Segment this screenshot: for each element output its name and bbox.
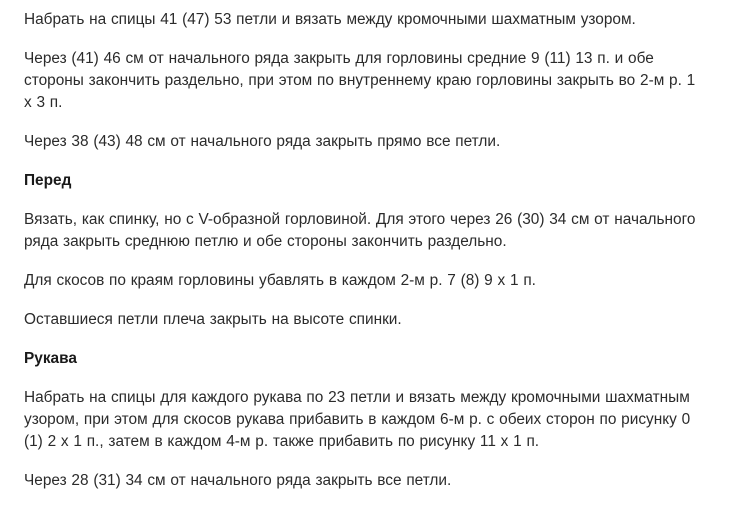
text-line: Для скосов по краям горловины убавлять в каждом 2-м р. 7 (8) 9 х 1 п. bbox=[24, 272, 536, 289]
heading-text: Рукава bbox=[24, 350, 77, 367]
section-heading-front bbox=[24, 170, 724, 192]
text-line: ряда закрыть среднюю петлю и обе стороны закончить раздельно. bbox=[24, 233, 507, 250]
paragraph-sleeve-bind-off bbox=[24, 470, 724, 492]
paragraph-shoulder bbox=[24, 309, 724, 331]
text-line: Вязать, как спинку, но с V-образной горловиной. Для этого через 26 (30) 34 см от начального bbox=[24, 211, 696, 228]
paragraph-neckline bbox=[24, 48, 724, 114]
text-line: х 3 п. bbox=[24, 94, 63, 111]
paragraph-v-neck bbox=[24, 209, 724, 253]
text-line: Оставшиеся петли плеча закрыть на высоте спинки. bbox=[24, 311, 402, 328]
paragraph-neck-decrease bbox=[24, 270, 724, 292]
text-line: (1) 2 х 1 п., затем в каждом 4-м р. также прибавить по рисунку 11 х 1 п. bbox=[24, 433, 540, 450]
heading-text: Перед bbox=[24, 172, 72, 189]
text-line: Набрать на спицы 41 (47) 53 петли и вязать между кромочными шахматным узором. bbox=[24, 11, 636, 28]
paragraph-sleeve-cast-on bbox=[24, 387, 724, 453]
text-line: Через 38 (43) 48 см от начального ряда закрыть прямо все петли. bbox=[24, 133, 501, 150]
text-line: Через (41) 46 см от начального ряда закрыть для горловины средние 9 (11) 13 п. и обе bbox=[24, 50, 654, 67]
paragraph-cast-on bbox=[24, 9, 724, 31]
text-line: Через 28 (31) 34 см от начального ряда закрыть все петли. bbox=[24, 472, 452, 489]
text-line: узором, при этом для скосов рукава прибавить в каждом 6-м р. с обеих сторон по рисунку 0 bbox=[24, 411, 691, 428]
section-heading-sleeves bbox=[24, 348, 724, 370]
paragraph-bind-off bbox=[24, 131, 724, 153]
document-body bbox=[24, 9, 724, 509]
text-line: Набрать на спицы для каждого рукава по 23 петли и вязать между кромочными шахматным bbox=[24, 389, 690, 406]
text-line: стороны закончить раздельно, при этом по внутреннему краю горловины закрыть во 2-м р. 1 bbox=[24, 72, 696, 89]
